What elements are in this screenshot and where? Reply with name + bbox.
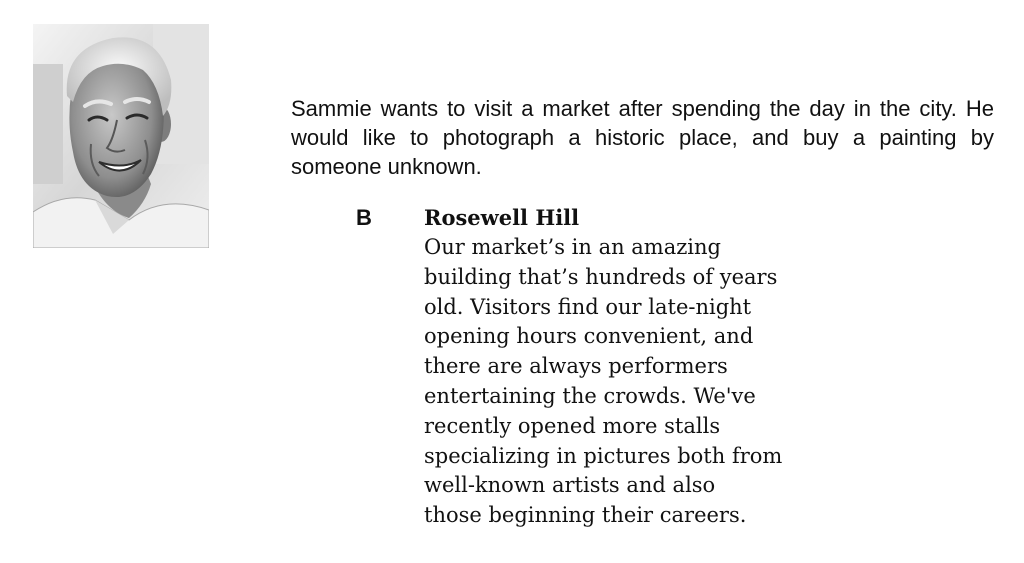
description-line: well-known artists and also: [424, 473, 716, 498]
description-line: old. Visitors find our late-night: [424, 294, 752, 319]
portrait-photo: [33, 24, 209, 248]
description-line: specializing in pictures both from: [424, 443, 783, 468]
description-line: recently opened more stalls: [424, 413, 721, 438]
description-line: those beginning their careers.: [424, 503, 747, 528]
scenario-text: Sammie wants to visit a market after spending the day in the city. He would like to photograph a historic place, and buy a painting by someone unknown.: [291, 96, 994, 179]
market-description: [424, 233, 844, 531]
market-name: Rosewell Hill: [424, 205, 580, 230]
description-line: building that’s hundreds of years: [424, 264, 778, 289]
description-line: entertaining the crowds. We've: [424, 383, 756, 408]
man-portrait-image: [33, 24, 209, 248]
option-letter: B: [356, 205, 372, 230]
option-card: [424, 203, 844, 531]
description-line: there are always performers: [424, 354, 728, 379]
description-line: opening hours convenient, and: [424, 324, 754, 349]
description-line: Our market’s in an amazing: [424, 235, 721, 259]
